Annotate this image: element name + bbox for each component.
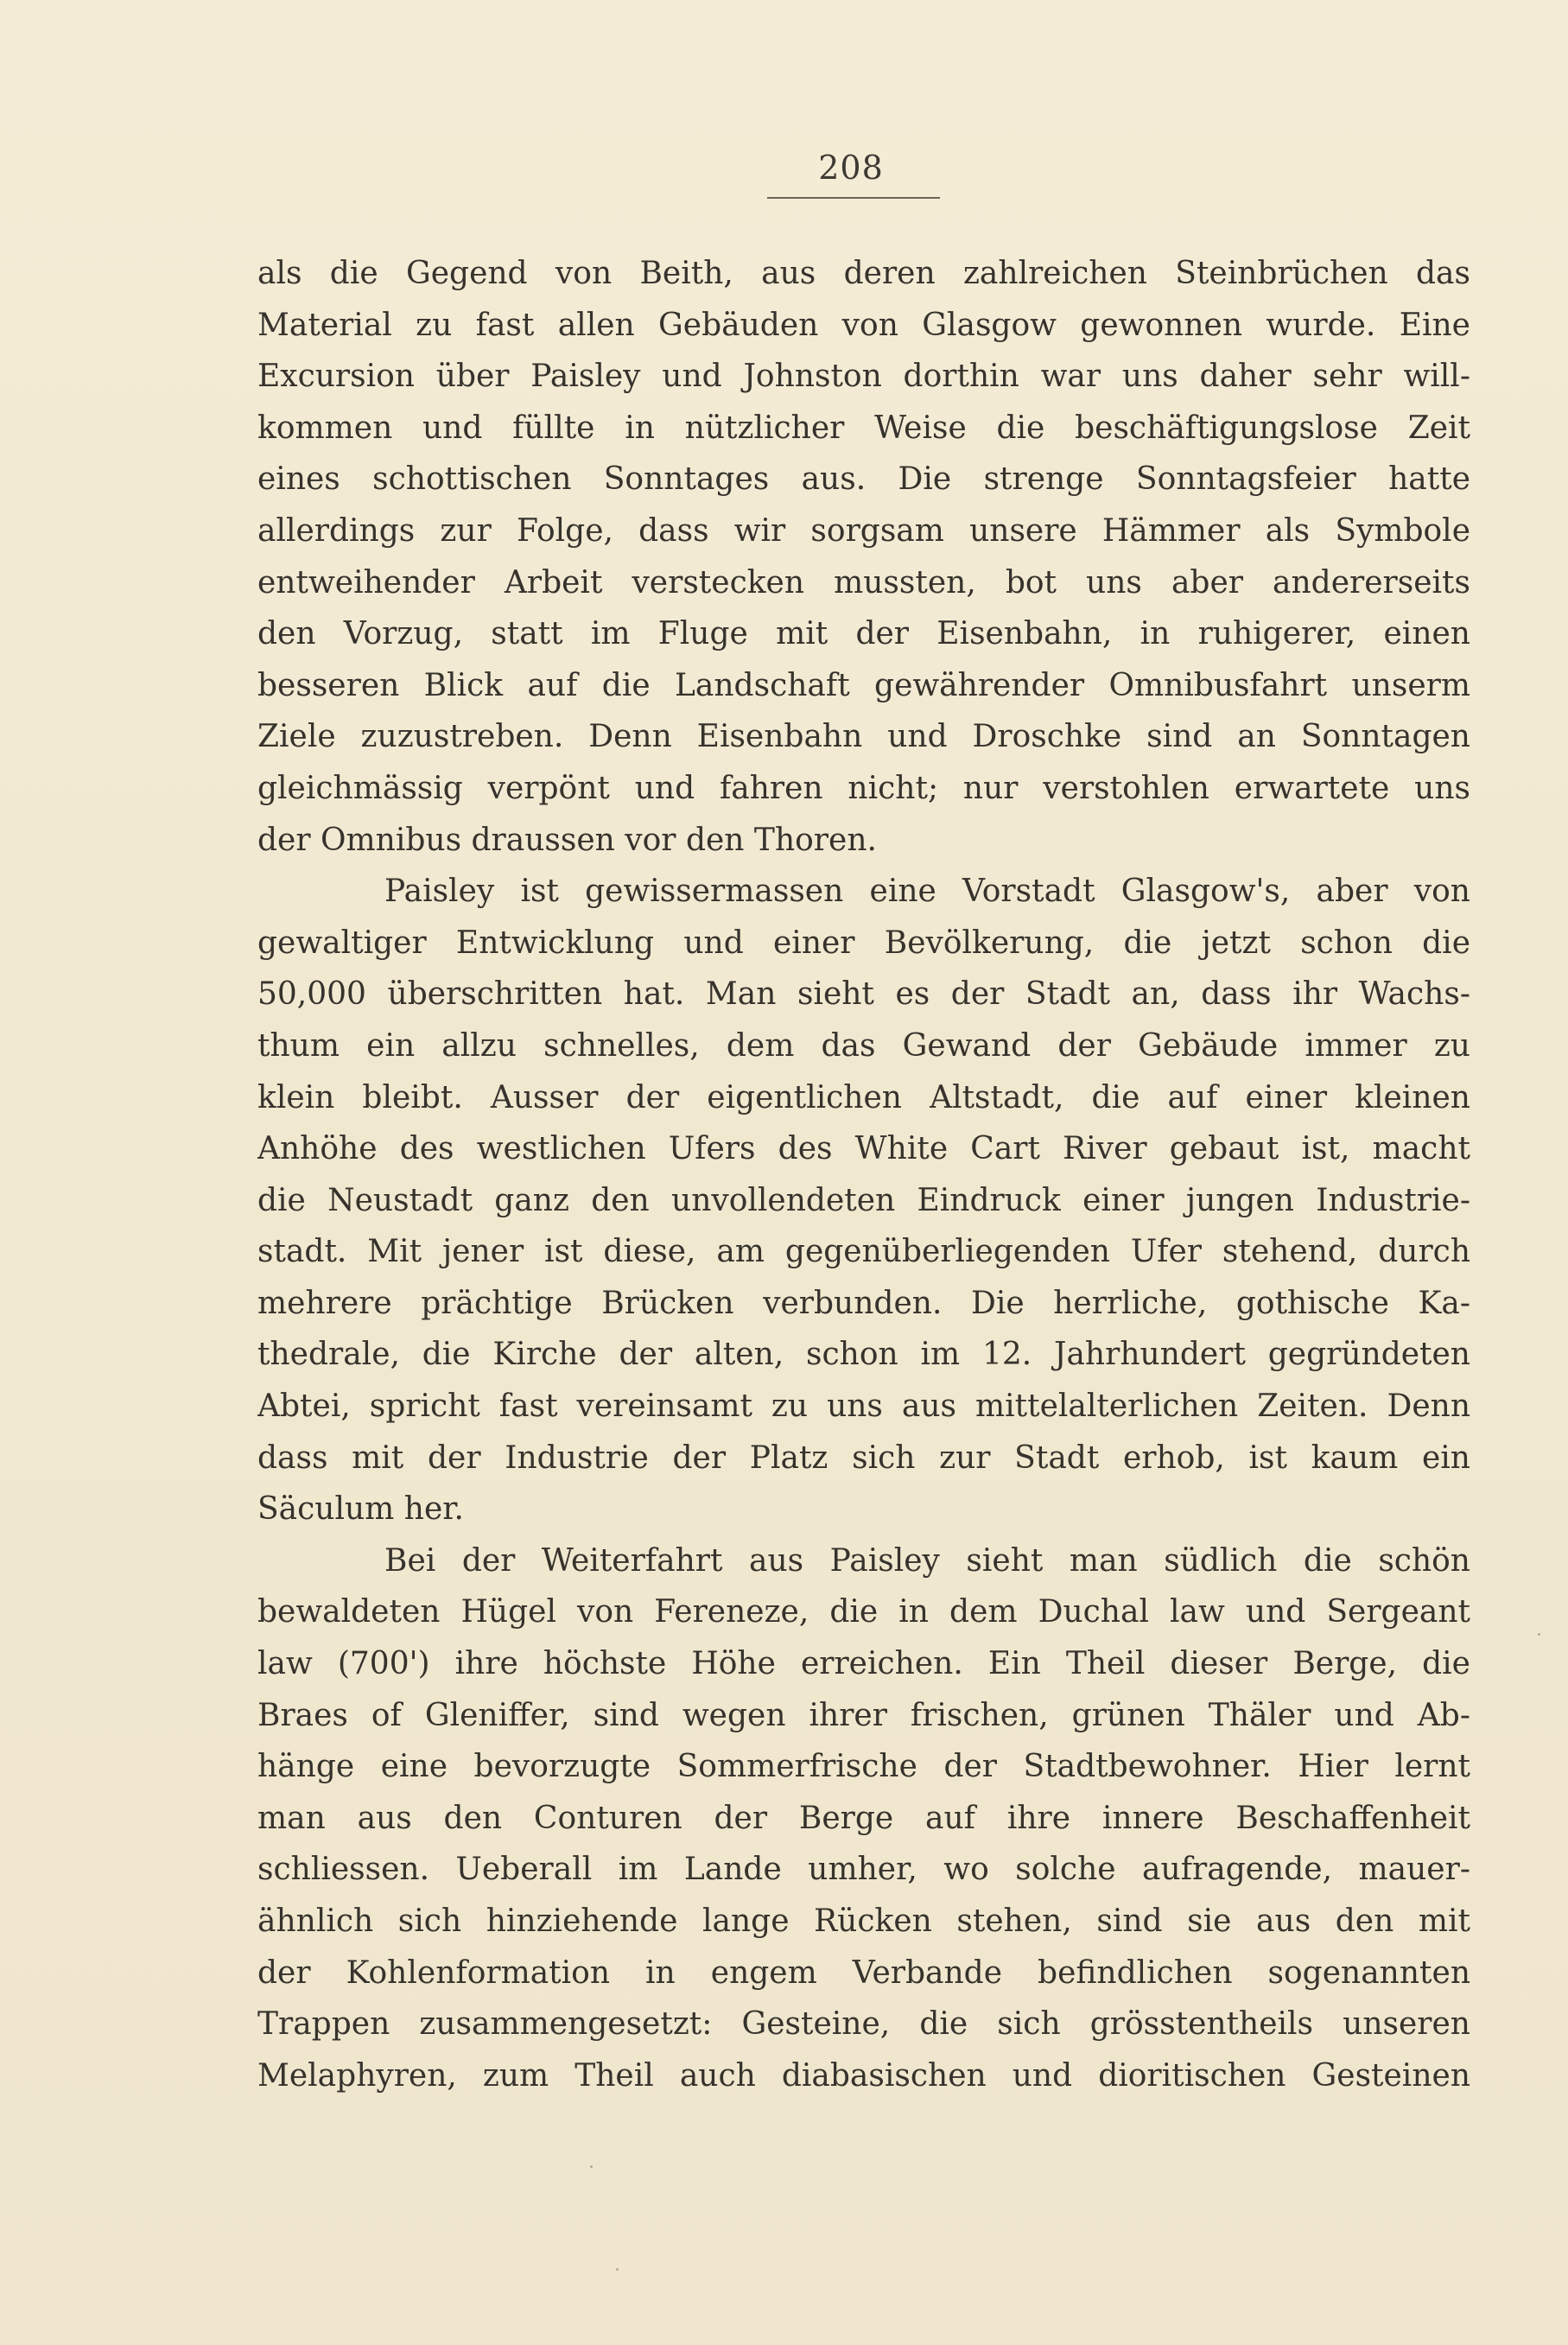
page-number: 208 (818, 149, 884, 187)
text-line: stadt. Mit jener ist diese, am gegenüberliegenden Ufer stehend, durch (257, 1234, 1470, 1270)
text-line: man aus den Conturen der Berge auf ihre innere Beschaffenheit (257, 1800, 1470, 1836)
text-line: den Vorzug, statt im Fluge mit der Eisenbahn, in ruhigerer, einen (257, 616, 1470, 652)
text-line: hänge eine bevorzugte Sommerfrische der Stadtbewohner. Hier lernt (257, 1749, 1470, 1785)
text-line: dass mit der Industrie der Platz sich zur Stadt erhob, ist kaum ein (257, 1439, 1470, 1476)
text-line: Bei der Weiterfahrt aus Paisley sieht man südlich die schön (384, 1542, 1470, 1579)
paper-speck (590, 2165, 593, 2168)
text-line: Material zu fast allen Gebäuden von Glasgow gewonnen wurde. Eine (257, 307, 1470, 343)
paper-speck (616, 2268, 619, 2271)
text-line: ähnlich sich hinziehende lange Rücken stehen, sind sie aus den mit (257, 1903, 1470, 1939)
text-line: eines schottischen Sonntages aus. Die strenge Sonntagsfeier hatte (257, 461, 1470, 498)
text-line: die Neustadt ganz den unvollendeten Eindruck einer jungen Industrie- (257, 1182, 1470, 1218)
header-rule (767, 197, 940, 199)
paragraph-1 (257, 248, 1470, 866)
text-line: bewaldeten Hügel von Fereneze, die in dem Duchal law und Sergeant (257, 1594, 1470, 1630)
text-line: thedrale, die Kirche der alten, schon im 12. Jahrhundert gegründeten (257, 1337, 1470, 1373)
text-line: Abtei, spricht fast vereinsamt zu uns aus mittelalterlichen Zeiten. Denn (257, 1389, 1470, 1425)
text-line: 50,000 überschritten hat. Man sieht es der Stadt an, dass ihr Wachs- (257, 976, 1470, 1013)
text-line: mehrere prächtige Brücken verbunden. Die herrliche, gothische Ka- (257, 1285, 1470, 1321)
text-line: Trappen zusammengesetzt: Gesteine, die sich grösstentheils unseren (257, 2006, 1470, 2043)
text-line: Säculum her. (257, 1491, 464, 1528)
text-line: allerdings zur Folge, dass wir sorgsam unsere Hämmer als Symbole (257, 512, 1470, 549)
text-line: Paisley ist gewissermassen eine Vorstadt Glasgow's, aber von (384, 874, 1470, 910)
paragraph-2 (257, 866, 1470, 1535)
text-line: Braes of Gleniffer, sind wegen ihrer frischen, grünen Thäler und Ab- (257, 1697, 1470, 1733)
text-line: law (700') ihre höchste Höhe erreichen. Ein Theil dieser Berge, die (257, 1646, 1470, 1682)
text-line: gleichmässig verpönt und fahren nicht; nur verstohlen erwartete uns (257, 770, 1470, 806)
text-line: der Omnibus draussen vor den Thoren. (257, 822, 877, 858)
text-line: Excursion über Paisley und Johnston dorthin war uns daher sehr will- (257, 359, 1470, 395)
text-line: Anhöhe des westlichen Ufers des White Cart River gebaut ist, macht (257, 1131, 1470, 1167)
text-line: besseren Blick auf die Landschaft gewährender Omnibusfahrt unserm (257, 667, 1470, 703)
text-line: Ziele zuzustreben. Denn Eisenbahn und Droschke sind an Sonntagen (257, 719, 1470, 755)
text-line: thum ein allzu schnelles, dem das Gewand der Gebäude immer zu (257, 1027, 1470, 1064)
text-line: Melaphyren, zum Theil auch diabasischen und dioritischen Gesteinen (257, 2057, 1470, 2094)
text-line: klein bleibt. Ausser der eigentlichen Altstadt, die auf einer kleinen (257, 1079, 1470, 1115)
text-line: schliessen. Ueberall im Lande umher, wo solche aufragende, mauer- (257, 1852, 1470, 1888)
text-line: der Kohlenformation in engem Verbande befindlichen sogenannten (257, 1954, 1470, 1991)
text-line: entweihender Arbeit verstecken mussten, bot uns aber andererseits (257, 564, 1470, 601)
text-line: als die Gegend von Beith, aus deren zahlreichen Steinbrüchen das (257, 256, 1470, 291)
paragraph-3 (257, 1535, 1470, 2102)
text-line: gewaltiger Entwicklung und einer Bevölkerung, die jetzt schon die (257, 925, 1470, 961)
text-line: kommen und füllte in nützlicher Weise die beschäftigungslose Zeit (257, 410, 1470, 446)
paper-speck (1538, 1633, 1540, 1636)
body-text (257, 248, 1470, 2101)
